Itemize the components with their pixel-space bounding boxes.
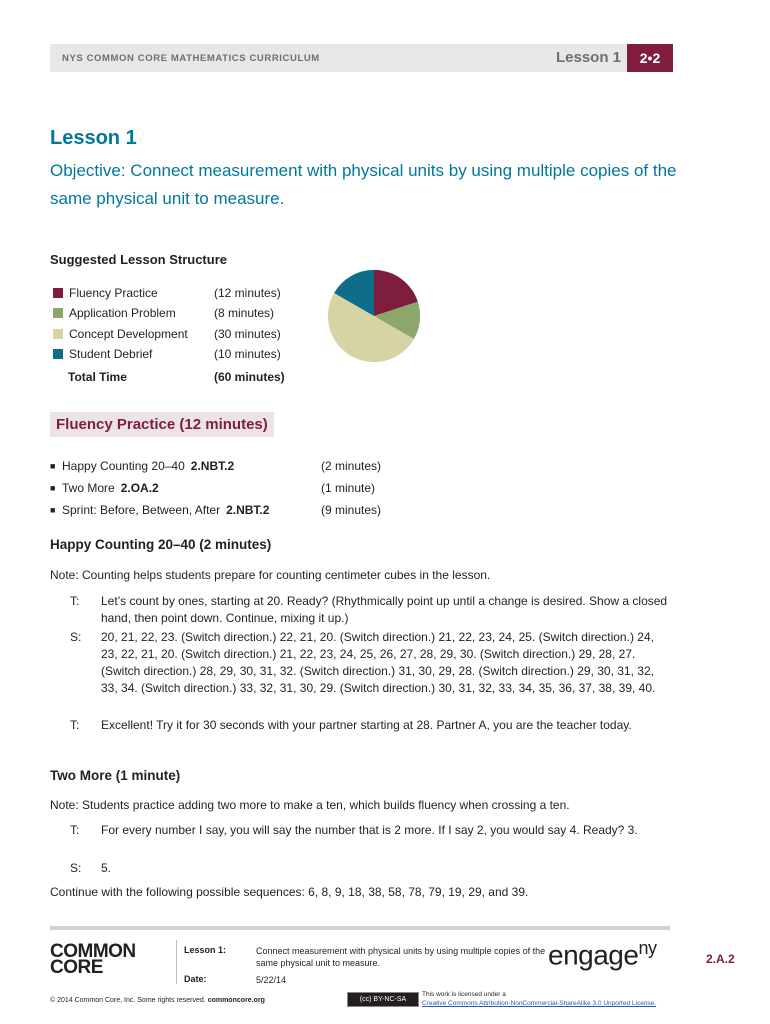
two-more-heading: Two More (1 minute): [50, 768, 181, 783]
two-more-note: Note: Students practice adding two more to make a ten, which builds fluency when crossing a ten.: [50, 798, 570, 812]
fluency-item-standard: 2.NBT.2: [190, 459, 235, 473]
fluency-item-text: Happy Counting 20–40: [62, 459, 185, 473]
two-more-continue: Continue with the following possible sequences: 6, 8, 9, 18, 38, 58, 78, 79, 19, 29, and 39.: [50, 885, 529, 899]
dialogue-text: Let’s count by ones, starting at 20. Ready? (Rhythmically point up until a change is desired. Show a closed hand, then point down. Continue, mixing it up.): [101, 594, 668, 625]
fluency-item-minutes: (1 minute): [321, 481, 376, 495]
structure-item-time: (12 minutes): [214, 286, 281, 300]
fluency-item-standard: 2.NBT.2: [226, 503, 270, 517]
dialogue-speaker: T:: [70, 594, 80, 608]
page-header: [50, 44, 673, 72]
structure-item-name: Application Problem: [69, 306, 176, 320]
footer-lesson-value: Connect measurement with physical units by using multiple copies of the same physical unit to measure.: [256, 946, 546, 968]
dialogue-text: 20, 21, 22, 23. (Switch direction.) 22, 21, 20. (Switch direction.) 21, 22, 23, 24, 25. (Switch direction.) 24, 23, 22, 21, 20. (Switch direction.) 21, 22, 23, 24, 25, 26, 27, 28, 29, 30. (Switch direction.) 29, 28, 27. (Switch direction.) 28, 29, 30, 31, 32. (Switch direction.) 31, 30, 29, 28. (Switch direction.) 29, 30, 31, 32, 33, 34. (Switch direction.) 33, 32, 31, 30, 29. (Switch direction.) 30, 31, 32, 33, 34, 35, 36, 37, 38, 39, 40.: [101, 630, 656, 695]
lesson-objective: Objective: Connect measurement with physical units by using multiple copies of the same physical unit to measure.: [50, 161, 677, 208]
structure-row: [53, 344, 293, 364]
fluency-item-minutes: (9 minutes): [321, 503, 382, 517]
footer-vertical-divider: [176, 940, 177, 984]
fluency-section-banner: Fluency Practice (12 minutes): [50, 412, 274, 437]
engage-ny-text: ny: [638, 938, 657, 958]
copyright-notice: [50, 997, 265, 1004]
structure-row: [53, 303, 293, 323]
dialogue-line: [70, 593, 670, 627]
structure-item-time: (10 minutes): [214, 347, 281, 361]
lesson-title: Lesson 1: [50, 127, 137, 149]
structure-item-name: Concept Development: [69, 327, 188, 341]
footer-date-label: Date:: [184, 974, 207, 984]
dialogue-speaker: S:: [70, 861, 82, 875]
total-time-label: Total Time: [68, 370, 127, 384]
engage-text: engage: [548, 939, 639, 971]
fluency-item-minutes: (2 minutes): [321, 459, 382, 473]
header-lesson-label: Lesson 1: [555, 49, 621, 66]
dialogue-speaker: T:: [70, 823, 80, 837]
dialogue-text: For every number I say, you will say the number that is 2 more. If I say 2, you would say 4. Ready? 3.: [101, 823, 638, 837]
legend-swatch: [53, 308, 63, 318]
page-number: 2.A.2: [706, 952, 735, 966]
structure-item-name: Fluency Practice: [69, 286, 158, 300]
license-link[interactable]: Creative Commons Attribution-NonCommercial-ShareAlike 3.0 Unported License.: [422, 1000, 657, 1007]
logo-line-1: COMMON: [50, 941, 136, 962]
common-core-logo: [50, 941, 136, 978]
dialogue-text: 5.: [101, 861, 112, 875]
total-time-value: (60 minutes): [214, 370, 285, 384]
legend-swatch: [53, 288, 63, 298]
structure-item-time: (8 minutes): [214, 306, 275, 320]
fluency-item-text: Two More: [62, 481, 115, 495]
structure-item-time: (30 minutes): [214, 327, 281, 341]
structure-row: [53, 324, 293, 344]
engageny-logo: [548, 938, 656, 971]
legend-swatch: [53, 329, 63, 339]
fluency-item-text: Sprint: Before, Between, After: [62, 503, 221, 517]
happy-counting-note: Note: Counting helps students prepare for counting centimeter cubes in the lesson.: [50, 568, 491, 582]
dialogue-line: [70, 822, 670, 839]
cc-license-badge: (cc) BY-NC-SA: [347, 992, 419, 1007]
structure-heading: Suggested Lesson Structure: [50, 252, 227, 267]
structure-row: [53, 283, 293, 303]
footer-lesson-label: Lesson 1:: [184, 945, 227, 955]
copyright-text: © 2014 Common Core, Inc. Some rights reserved.: [50, 997, 206, 1004]
copyright-site: commoncore.org: [207, 997, 265, 1004]
fluency-item-standard: 2.OA.2: [120, 481, 159, 495]
happy-counting-heading: Happy Counting 20–40 (2 minutes): [50, 537, 272, 552]
lesson-structure-pie-chart: [326, 268, 422, 364]
dialogue-speaker: S:: [70, 630, 82, 644]
bullet-icon: ■: [50, 505, 56, 515]
dialogue-line: [70, 629, 670, 697]
dialogue-speaker: T:: [70, 718, 80, 732]
structure-item-name: Student Debrief: [69, 347, 153, 361]
total-time-row: [68, 370, 298, 384]
license-text: [422, 990, 656, 1008]
grade-module-badge: 2•2: [627, 44, 673, 72]
dialogue-text: Excellent! Try it for 30 seconds with your partner starting at 28. Partner A, you are the teacher today.: [101, 718, 632, 732]
legend-swatch: [53, 349, 63, 359]
dialogue-line: [70, 717, 670, 734]
logo-line-2: CORE: [50, 957, 103, 978]
curriculum-title: NYS COMMON CORE MATHEMATICS CURRICULUM: [62, 53, 320, 64]
bullet-icon: ■: [50, 483, 56, 493]
dialogue-line: [70, 860, 670, 877]
bullet-icon: ■: [50, 461, 56, 471]
license-line: This work is licensed under a: [422, 991, 506, 998]
footer-date-value: 5/22/14: [256, 975, 287, 985]
footer-divider-bar: [50, 926, 670, 930]
